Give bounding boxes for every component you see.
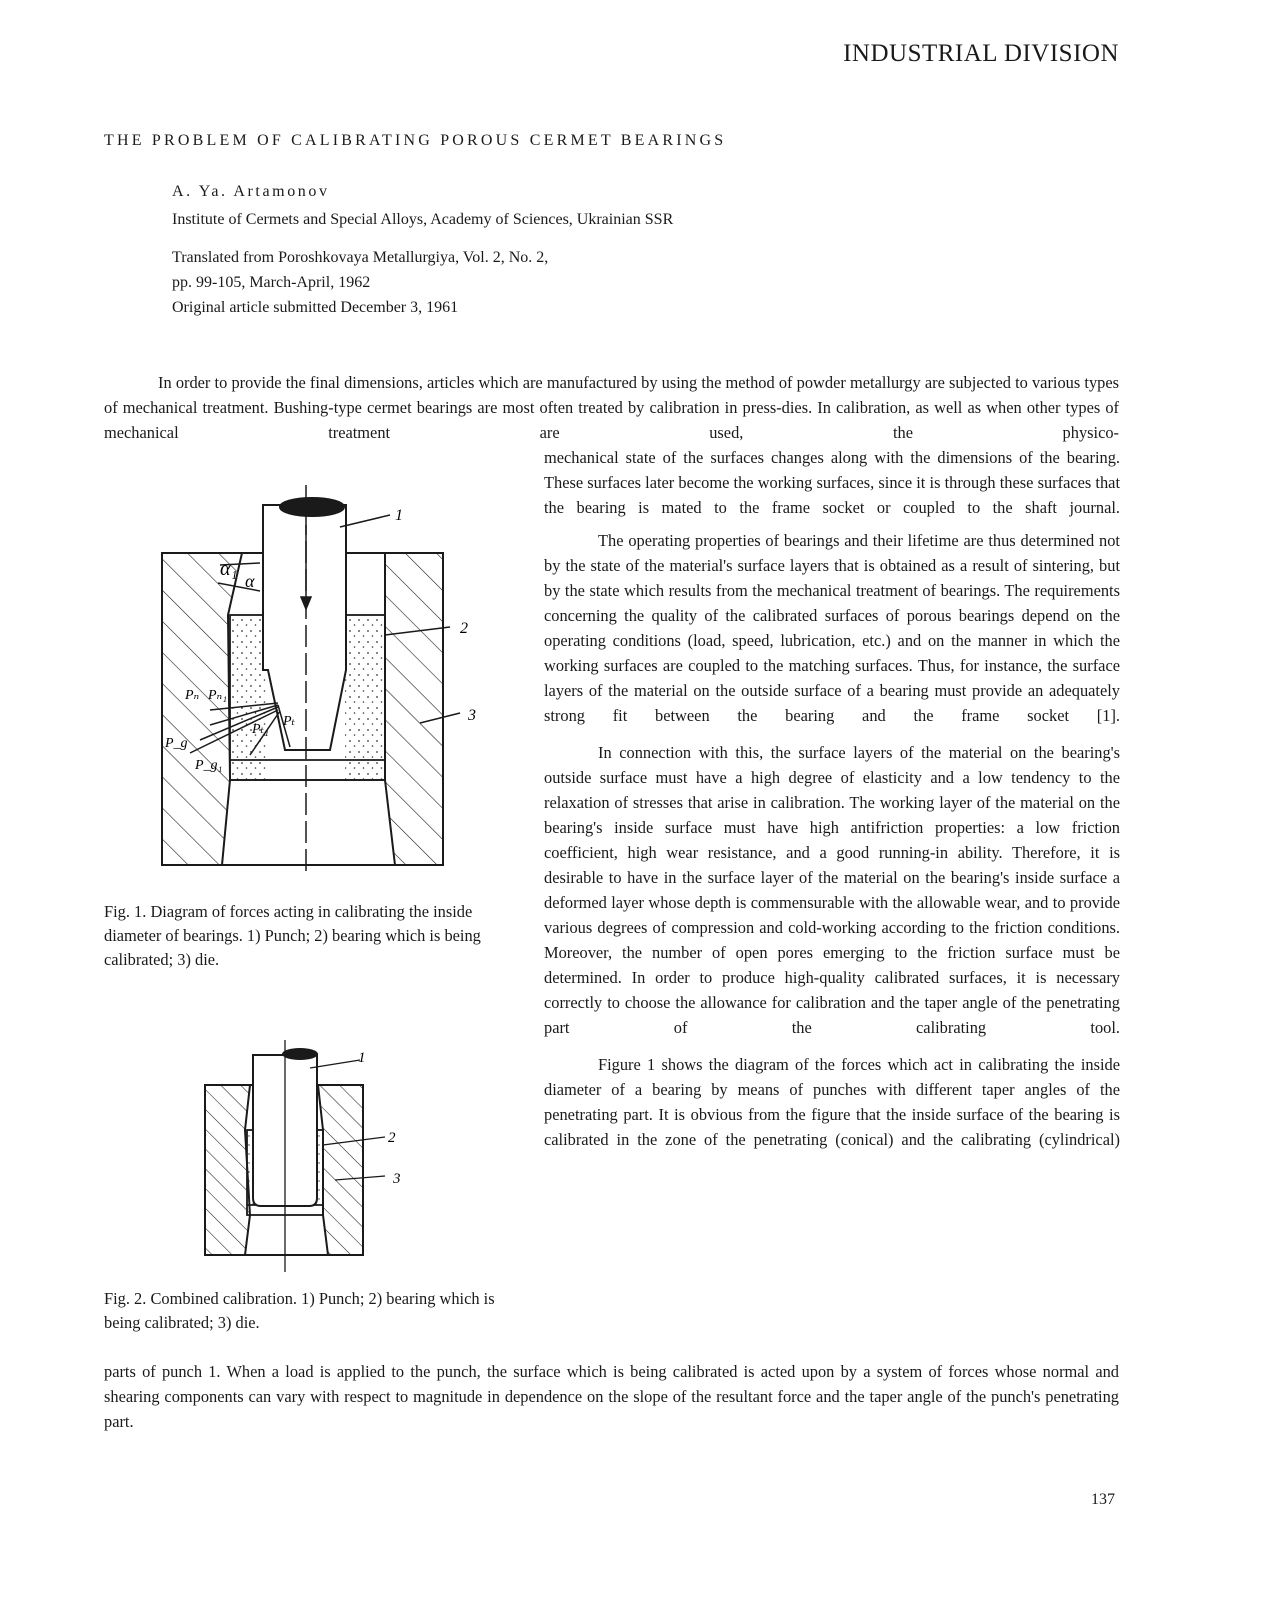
right-column [544, 445, 1120, 1152]
running-header: INDUSTRIAL DIVISION [843, 40, 1119, 67]
label-alpha: α [245, 571, 255, 591]
label-3: 3 [393, 1171, 401, 1187]
translation-line-3: Original article submitted December 3, 1961 [172, 299, 459, 316]
punch [263, 498, 346, 750]
figure-2-caption: Fig. 2. Combined calibration. 1) Punch; 2) bearing which is being calibrated; 3) die. [104, 1289, 495, 1332]
label-1: 1 [358, 1050, 366, 1066]
paragraph-4-continued: parts of punch 1. When a load is applied to the punch, the surface which is being calibrated is acted upon by a system of forces whose normal and shearing components can vary with respect to magnitude in dependence on the slope of the resultant force and the taper angle of the punch's penetrating part. [104, 1362, 1119, 1431]
translation-line-2: pp. 99-105, March-April, 1962 [172, 274, 371, 291]
label-1: 1 [395, 507, 403, 524]
paragraph-1-continued: mechanical state of the surfaces changes along with the dimensions of the bearing. These surfaces later become the working surfaces, since it is through these surfaces that the bearing is mated to the frame socket or coupled to the shaft journal. [544, 448, 1120, 517]
figure-1-diagram [150, 485, 500, 880]
label-pn: Pₙ [185, 688, 200, 703]
label-alpha1: α₁ [220, 558, 238, 580]
label-2: 2 [460, 620, 468, 637]
label-pt: Pₜ [283, 714, 296, 729]
label-pt1: Pₜ₁ [252, 722, 269, 737]
paragraph-1-full: In order to provide the final dimensions, articles which are manufactured by using the method of powder metallurgy are subjected to various types of mechanical treatment. Bushing-type cermet bearings are most often treated by calibration in press-dies. In calibration, as well as when other types of mechanical treatment are used, the physico- [104, 373, 1119, 442]
label-pg1: P_g₁ [195, 758, 223, 773]
paragraph-2: The operating properties of bearings and their lifetime are thus determined not by the state of the material's surface layers that is obtained as a result of sintering, but by the state which results from the mechanical treatment of bearings. The requirements concerning the quality of the calibrated surfaces of porous bearings depend on the operating conditions (load, speed, lubrication, etc.) and on the manner in which the working surfaces are coupled to the matching surfaces. Thus, for instance, the surface layers of the material on the outside surface of a bearing must provide an adequately strong fit between the bearing and the frame socket [1]. [544, 531, 1120, 725]
translation-line-1: Translated from Poroshkovaya Metallurgiya, Vol. 2, No. 2, [172, 249, 549, 266]
label-2: 2 [388, 1130, 396, 1146]
label-pn1: Pₙ₁ [208, 688, 228, 703]
label-pg: P_g [165, 736, 188, 751]
paragraph-3: In connection with this, the surface layers of the material on the bearing's outside surface must have a high degree of elasticity and a low tendency to the relaxation of stresses that arise in calibration. The working layer of the material on the bearing's inside surface must have high antifriction properties: a low friction coefficient, high wear resistance, and a good running-in ability. Therefore, it is desirable to have in the surface layer of the material on the bearing's inside surface a deformed layer whose depth is commensurable with the allowable wear, and to provide various degrees of compression and cold-working according to the friction conditions. Moreover, the number of open pores emerging to the friction surface must be determined. In order to produce high-quality calibrated surfaces, it is necessary correctly to choose the allowance for calibration and the taper angle of the penetrating part of the calibrating tool. [544, 743, 1120, 1037]
figure-1-caption: Fig. 1. Diagram of forces acting in calibrating the inside diameter of bearings. 1) Punch; 2) bearing which is being calibrated; 3) die. [104, 902, 481, 969]
article-title: THE PROBLEM OF CALIBRATING POROUS CERMET BEARINGS [104, 132, 727, 149]
page-number: 137 [1091, 1491, 1115, 1508]
paragraph-4: Figure 1 shows the diagram of the forces which act in calibrating the inside diameter of a bearing by means of punches with different taper angles of the penetrating part. It is obvious from the figure that the inside surface of the bearing is calibrated in the zone of the penetrating (conical) and the calibrating (cylindrical) [544, 1055, 1120, 1149]
author: A. Ya. Artamonov [172, 183, 330, 200]
affiliation: Institute of Cermets and Special Alloys, Academy of Sciences, Ukrainian SSR [172, 211, 674, 228]
figure-2-diagram [195, 1040, 415, 1280]
label-3: 3 [468, 707, 476, 724]
